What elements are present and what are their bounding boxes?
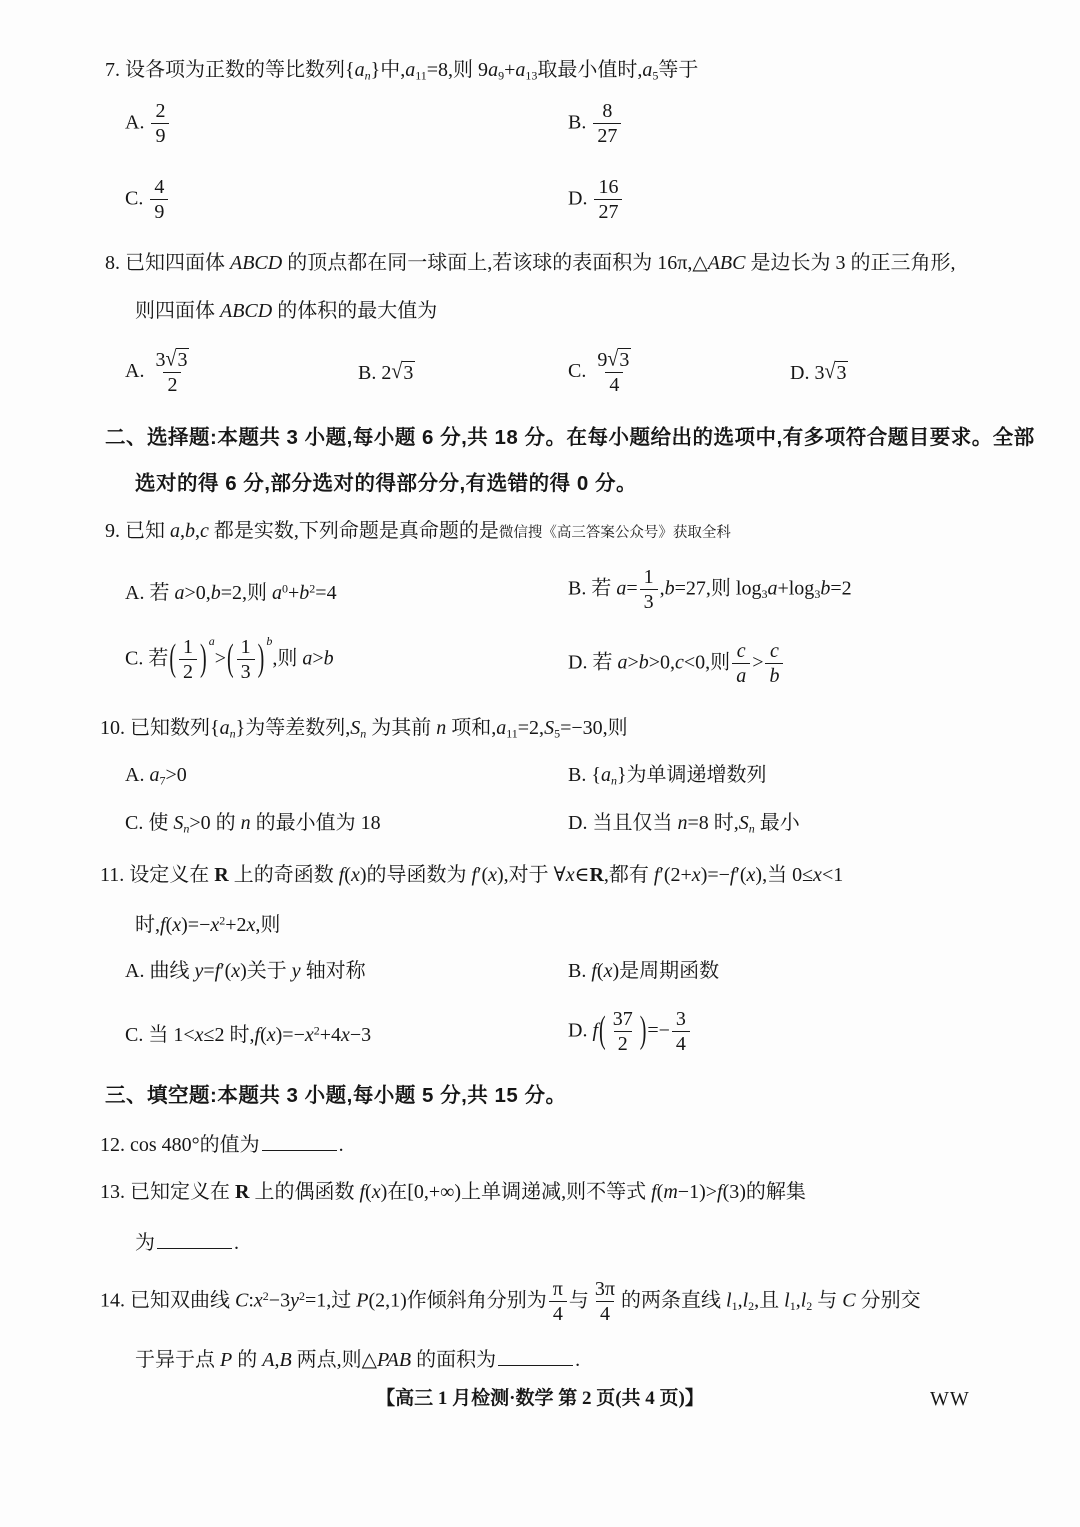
question-11-option-d: D. f ( $\frac{37}{2}$ ) =− $\frac{3}{4}$	[568, 1008, 692, 1056]
question-8-option-a: A. $\frac{3√3}{2}$	[125, 346, 188, 397]
question-8-option-d: D. 3√3	[790, 359, 847, 384]
question-7-option-c: C. $\frac{4}{9}$	[125, 176, 170, 224]
section-2-header-line-2: 选对的得 6 分,部分选对的得部分分,有选错的得 0 分。	[135, 472, 637, 495]
question-8-option-c: C. $\frac{9√3}{4}$	[568, 346, 630, 397]
section-3-header: 三、填空题:本题共 3 小题,每小题 5 分,共 15 分。	[105, 1084, 567, 1107]
question-9-option-c: C. 若 ( $\frac{1}{2}$ ) a > ( $\frac{1}{3}$ ) b ,则 a>b	[125, 634, 334, 684]
question-7-option-d: D. $\frac{16}{27}$	[568, 176, 624, 224]
question-8-stem-line-2: 则四面体 ABCD 的体积的最大值为	[135, 300, 438, 322]
question-9-option-a: A. 若 a>0,b=2,则 $a^0+b^2=4$	[125, 581, 337, 604]
question-11-option-c: C. 当 1<x≤2 时$,f(x)=-x^2+4x-3$	[125, 1023, 372, 1046]
question-11-stem-line-2: 时$,f(x)=-x^2+2x$,则	[135, 913, 281, 936]
question-9-stem: 9. 已知 a,b,c 都是实数,下列命题是真命题的是微信搜《高三答案公众号》获取全科	[105, 520, 731, 542]
footer-watermark: WW	[930, 1388, 970, 1410]
question-11-option-b: B. f(x)是周期函数	[568, 960, 720, 982]
question-13-line-1: 13. 已知定义在 R 上的偶函数 f(x)在[0,+∞)上单调递减,则不等式 f(m−1)>f(3)的解集	[100, 1181, 806, 1203]
question-11-stem-line-1: 11. 设定义在 R 上的奇函数 f(x)的导函数为 f′(x),对于 ∀x∈R,都有 f′(2+x)=−f′(x),当 0≤x<1	[100, 864, 844, 886]
section-2-header-line-1: 二、选择题:本题共 3 小题,每小题 6 分,共 18 分。在每小题给出的选项中,有多项符合题目要求。全部	[105, 426, 1035, 449]
question-9-option-d: D. 若 a>b>0,c<0,则 $\frac{c}{a}$ > $\frac{c}{b}$	[568, 640, 785, 688]
question-8-option-b: B. 2√3	[358, 359, 414, 384]
question-10-stem: 10. 已知数列$\{a_n\}$为等差数列$,S_n$ 为其前 n 项和$,a_{11}=2,S_5=-30$,则	[100, 717, 628, 741]
question-11-option-a: A. 曲线 y=f′(x)关于 y 轴对称	[125, 960, 366, 982]
question-12-line: 12. cos 480°的值为 .	[100, 1131, 344, 1159]
question-10-option-a: A. $a_7>0$	[125, 764, 187, 788]
question-7-stem: 7. 设各项为正数的等比数列$\{a_n\}$中$,a_{11}=8$,则 $9a_9+a_{13}$取最小值时$,a_5$等于	[105, 59, 699, 83]
question-10-option-b: B. $\{a_n\}$为单调递增数列	[568, 764, 767, 788]
question-8-stem-line-1: 8. 已知四面体 ABCD 的顶点都在同一球面上,若该球的表面积为 16π,△ABC 是边长为 3 的正三角形,	[105, 252, 956, 274]
question-10-option-d: D. 当且仅当 n=8 时$,S_n$ 最小	[568, 812, 800, 836]
question-9-option-b: B. 若 a= $\frac{1}{3}$ ,b=27,则 $\log_3a+\log_3b=2$	[568, 566, 852, 614]
question-14-line-2: 于异于点 P 的 A,B 两点,则△PAB 的面积为 .	[135, 1346, 580, 1374]
page-footer: 【高三 1 月检测·数学 第 2 页(共 4 页)】	[376, 1388, 704, 1409]
question-7-option-b: B. $\frac{8}{27}$	[568, 100, 623, 148]
question-7-option-a: A. $\frac{2}{9}$	[125, 100, 171, 148]
question-14-line-1: 14. 已知双曲线 $C:x^2-3y^2=1$,过 P(2,1)作倾斜角分别为 $\frac{\pi}{4}$ 与 $\frac{3\pi}{4}$ 的两条直线 $l_1,l_2$,且 $l_1,l_2$ 与 C 分别交	[100, 1278, 921, 1326]
question-10-option-c: C. 使 $S_n>0$ 的 n 的最小值为 18	[125, 812, 381, 836]
question-13-line-2: 为 .	[135, 1229, 239, 1257]
